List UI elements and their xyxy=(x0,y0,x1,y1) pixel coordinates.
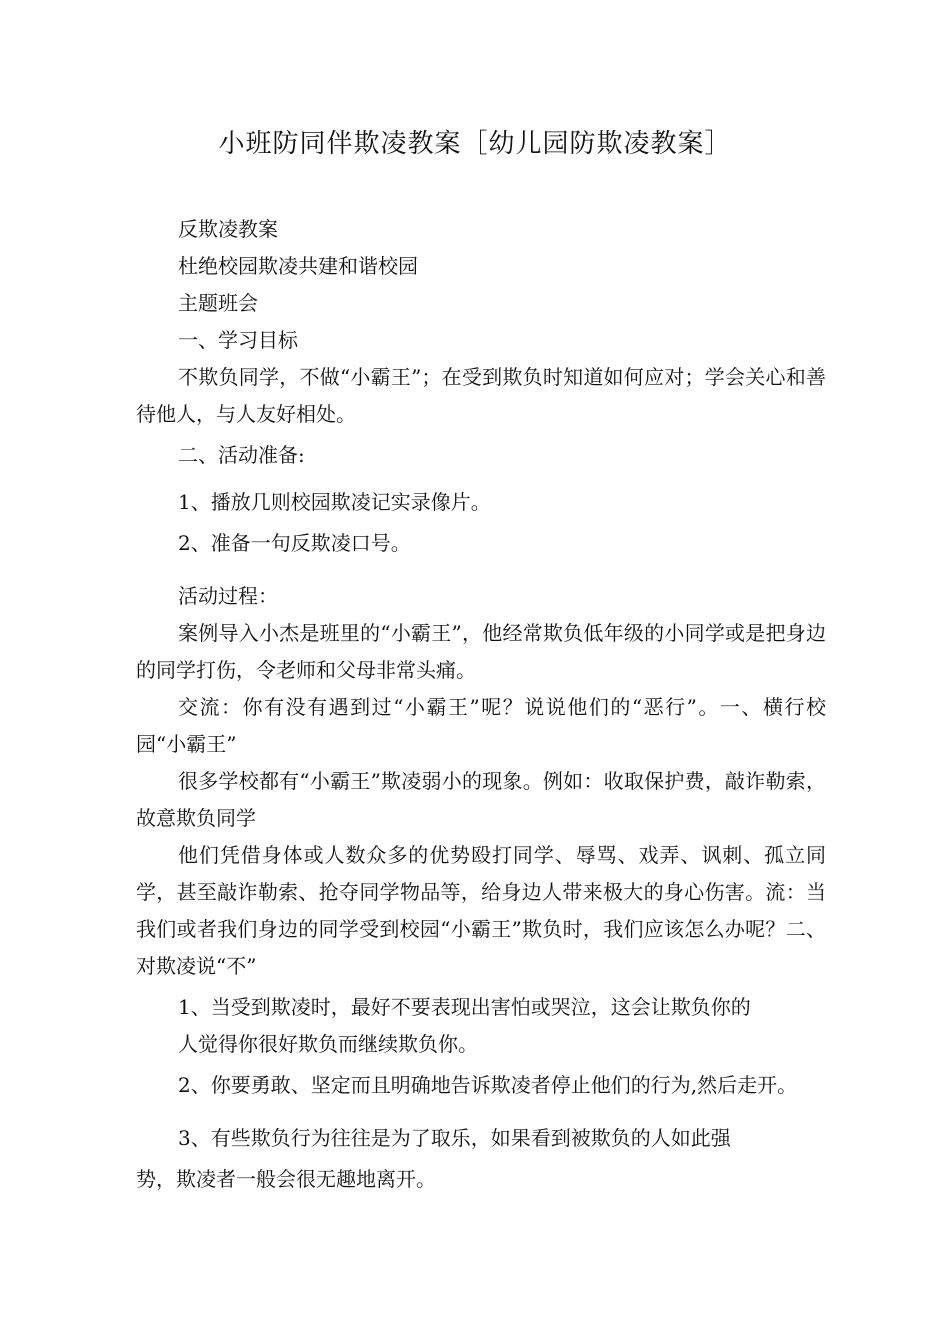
list-item-advice-2: 2、你要勇敢、坚定而且明确地告诉欺凌者停止他们的行为,然后走开。 xyxy=(178,1073,798,1097)
list-item-advice-3: 3、有些欺负行为往往是为了取乐，如果看到被欺负的人如此强 xyxy=(178,1126,731,1150)
paragraph-discussion: 交流：你有没有遇到过“小霸王”呢？说说他们的“恶行”。一、横行校园“小霸王” xyxy=(136,695,826,756)
list-item-advice-3-continued: 势，欺凌者一般会很无趣地离开。 xyxy=(136,1167,436,1191)
paragraph-phenomenon: 很多学校都有“小霸王”欺凌弱小的现象。例如：收取保护费，敲诈勒索，故意欺负同学 xyxy=(136,769,826,830)
paragraph-case-intro: 案例导入小杰是班里的“小霸王”，他经常欺负低年级的小同学或是把身边的同学打伤，令老师和父母非常头痛。 xyxy=(136,621,826,682)
paragraph-theme-meeting: 主题班会 xyxy=(178,291,258,315)
section-heading-preparation: 二、活动准备: xyxy=(178,443,305,467)
paragraph-heading-anti-bullying: 反欺凌教案 xyxy=(178,217,278,241)
section-heading-process: 活动过程： xyxy=(178,584,278,608)
paragraph-slogan: 杜绝校园欺凌共建和谐校园 xyxy=(178,254,418,278)
document-title: 小班防同伴欺凌教案［幼儿园防欺凌教案］ xyxy=(218,129,732,159)
list-item-preparation-2: 2、准备一句反欺凌口号。 xyxy=(178,531,411,555)
section-heading-goals: 一、学习目标 xyxy=(178,328,298,352)
list-item-advice-1-continued: 人觉得你很好欺负而继续欺负你。 xyxy=(178,1032,478,1056)
list-item-preparation-1: 1、播放几则校园欺凌记实录像片。 xyxy=(178,490,491,514)
document-body xyxy=(136,211,826,1201)
paragraph-goals: 不欺负同学，不做“小霸王”；在受到欺负时知道如何应对；学会关心和善待他人，与人友好相处。 xyxy=(136,365,826,426)
paragraph-harm: 他们凭借身体或人数众多的优势殴打同学、辱骂、戏弄、讽刺、孤立同学，甚至敲诈勒索、抢夺同学物品等，给身边人带来极大的身心伤害。流：当我们或者我们身边的同学受到校园“小霸王”欺负时，我们应该怎么办呢？二、对欺凌说“不” xyxy=(136,843,826,978)
list-item-advice-1: 1、当受到欺凌时，最好不要表现出害怕或哭泣，这会让欺负你的 xyxy=(178,995,751,1019)
